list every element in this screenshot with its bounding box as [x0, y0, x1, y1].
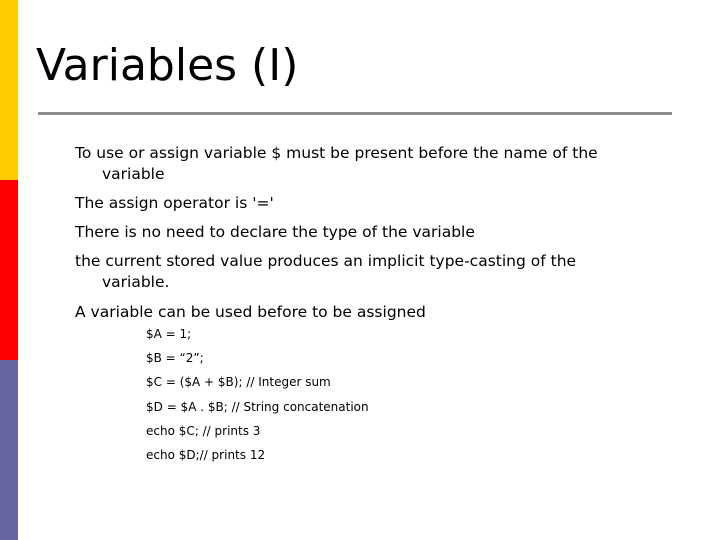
bullet-list — [75, 143, 645, 331]
accent-stripe-yellow — [0, 0, 18, 180]
bullet-item: To use or assign variable $ must be present before the name of the variable — [75, 144, 598, 183]
accent-stripe-purple — [0, 360, 18, 540]
code-line: $A = 1; — [146, 327, 192, 341]
bullet-item: There is no need to declare the type of the variable — [75, 223, 475, 241]
code-example-list — [146, 326, 369, 471]
code-line: $C = ($A + $B); // Integer sum — [146, 375, 331, 390]
bullet-item: A variable can be used before to be assigned — [75, 303, 426, 321]
bullet-item: The assign operator is '=' — [75, 194, 274, 212]
accent-stripe-red — [0, 180, 18, 360]
code-line: $D = $A . $B; // String concatenation — [146, 399, 369, 414]
bullet-item: the current stored value produces an implicit type-casting of the variable. — [75, 252, 577, 291]
code-line: $B = “2”; — [146, 351, 204, 366]
code-line: echo $D;// prints 12 — [146, 447, 266, 462]
code-line: echo $C; // prints 3 — [146, 423, 261, 438]
slide-title: Variables (I) — [36, 40, 299, 91]
title-divider — [38, 112, 672, 115]
